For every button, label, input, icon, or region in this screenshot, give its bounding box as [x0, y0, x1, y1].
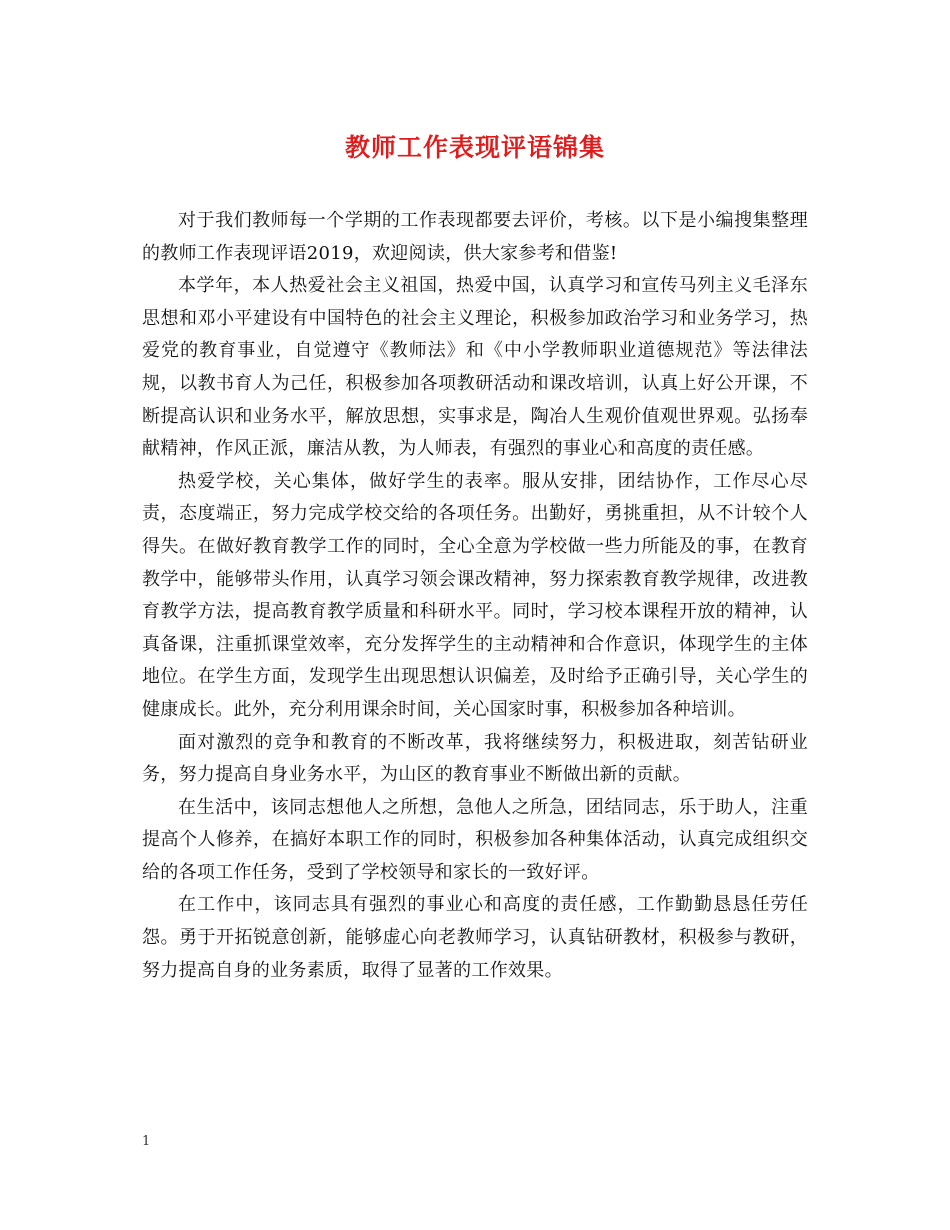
- page-number: 1: [142, 1134, 151, 1149]
- paragraph-work: 在工作中，该同志具有强烈的事业心和高度的责任感，工作勤勤恳恳任劳任怨。勇于开拓锐意创新，能够虚心向老教师学习，认真钻研教材，积极参与教研，努力提高自身的业务素质，取得了显著的工作效果。: [142, 894, 808, 981]
- document-title: 教师工作表现评语锦集: [344, 133, 605, 162]
- paragraph-intro: 对于我们教师每一个学期的工作表现都要去评价，考核。以下是小编搜集整理的教师工作表现评语2019，欢迎阅读，供大家参考和借鉴!: [142, 210, 808, 264]
- paragraph-future: 面对激烈的竞争和教育的不断改革，我将继续努力，积极进取，刻苦钻研业务，努力提高自身业务水平，为山区的教育事业不断做出新的贡献。: [142, 731, 808, 786]
- document-body: [142, 205, 808, 987]
- paragraph-life: 在生活中，该同志想他人之所想，急他人之所急，团结同志，乐于助人，注重提高个人修养，在搞好本职工作的同时，积极参加各种集体活动，认真完成组织交给的各项工作任务，受到了学校领导和家长的一致好评。: [142, 796, 808, 883]
- paragraph-political: 本学年，本人热爱社会主义祖国，热爱中国，认真学习和宣传马列主义毛泽东思想和邓小平建设有中国特色的社会主义理论，积极参加政治学习和业务学习，热爱党的教育事业，自觉遵守《教师法》和《中小学教师职业道德规范》等法律法规，以教书育人为己任，积极参加各项教研活动和课改培训，认真上好公开课，不断提高认识和业务水平，解放思想，实事求是，陶冶人生观价值观世界观。弘扬奉献精神，作风正派，廉洁从教，为人师表，有强烈的事业心和高度的责任感。: [142, 275, 808, 460]
- paragraph-school: 热爱学校，关心集体，做好学生的表率。服从安排，团结协作，工作尽心尽责，态度端正，努力完成学校交给的各项任务。出勤好，勇挑重担，从不计较个人得失。在做好教育教学工作的同时，全心全意为学校做一些力所能及的事，在教育教学中，能够带头作用，认真学习领会课改精神，努力探索教育教学规律，改进教育教学方法，提高教育教学质量和科研水平。同时，学习校本课程开放的精神，认真备课，注重抓课堂效率，充分发挥学生的主动精神和合作意识，体现学生的主体地位。在学生方面，发现学生出现思想认识偏差，及时给予正确引导，关心学生的健康成长。此外，充分利用课余时间，关心国家时事，积极参加各种培训。: [142, 470, 808, 720]
